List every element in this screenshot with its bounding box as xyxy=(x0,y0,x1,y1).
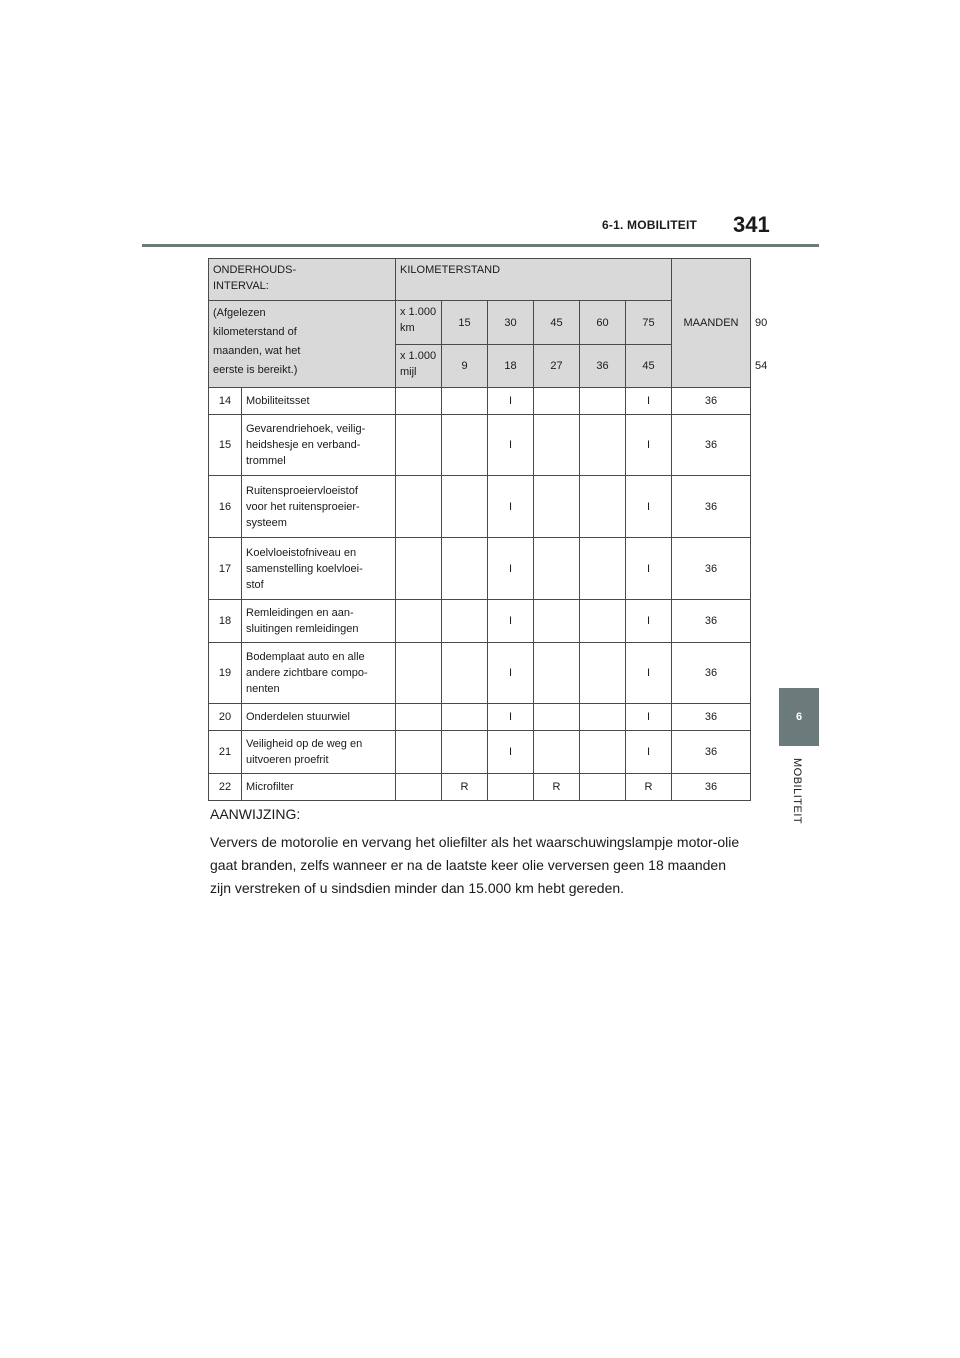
row-item: Mobiliteitsset xyxy=(242,388,396,415)
interval-cell: I xyxy=(488,388,534,415)
header-note: (Afgelezen kilometerstand of maanden, wat het eerste is bereikt.) xyxy=(209,301,396,388)
page-number: 341 xyxy=(733,212,770,237)
chapter-tab[interactable] xyxy=(779,688,819,746)
row-number: 20 xyxy=(209,704,242,731)
interval-cell xyxy=(396,538,442,600)
interval-cell xyxy=(442,704,488,731)
interval-cell xyxy=(442,476,488,538)
table-row xyxy=(209,600,751,643)
chapter-label: MOBILITEIT xyxy=(791,758,803,825)
interval-cell xyxy=(442,538,488,600)
interval-cell: R xyxy=(442,774,488,801)
row-item: Veiligheid op de weg en uitvoeren proefrit xyxy=(242,731,396,774)
row-number: 19 xyxy=(209,643,242,704)
interval-cell: I xyxy=(626,415,672,476)
interval-cell xyxy=(396,731,442,774)
table-row xyxy=(209,731,751,774)
row-item: Gevarendriehoek, veilig- heidshesje en verband- trommel xyxy=(242,415,396,476)
row-number: 15 xyxy=(209,415,242,476)
interval-cell xyxy=(396,600,442,643)
header-interval: ONDERHOUDS- INTERVAL: xyxy=(209,259,396,301)
interval-cell xyxy=(534,731,580,774)
mile-value: 9 xyxy=(442,345,488,388)
row-item: Microfilter xyxy=(242,774,396,801)
interval-cell xyxy=(396,415,442,476)
row-item: Bodemplaat auto en alle andere zichtbare compo- nenten xyxy=(242,643,396,704)
row-number: 14 xyxy=(209,388,242,415)
row-months: 36 xyxy=(672,774,751,801)
maintenance-table xyxy=(208,258,768,801)
table-row xyxy=(209,774,751,801)
row-number: 17 xyxy=(209,538,242,600)
interval-cell: I xyxy=(488,538,534,600)
header-km: KILOMETERSTAND xyxy=(396,259,672,301)
interval-cell xyxy=(442,388,488,415)
section-title: 6-1. MOBILITEIT xyxy=(602,218,698,232)
table-mile-row: x 1.000 mijl 9 18 27 36 45 54 xyxy=(209,345,751,388)
row-months: 36 xyxy=(672,600,751,643)
interval-cell xyxy=(534,600,580,643)
interval-cell: I xyxy=(626,731,672,774)
interval-cell: I xyxy=(488,415,534,476)
table-row xyxy=(209,704,751,731)
interval-cell: I xyxy=(626,538,672,600)
row-months: 36 xyxy=(672,388,751,415)
interval-cell xyxy=(580,415,626,476)
row-months: 36 xyxy=(672,538,751,600)
km-value: 60 xyxy=(580,301,626,345)
mile-value: 45 xyxy=(626,345,672,388)
interval-cell: I xyxy=(488,704,534,731)
mile-unit: x 1.000 mijl xyxy=(396,345,442,388)
mile-value: 27 xyxy=(534,345,580,388)
table-row xyxy=(209,388,751,415)
table-row xyxy=(209,476,751,538)
interval-cell xyxy=(534,388,580,415)
row-months: 36 xyxy=(672,476,751,538)
row-number: 18 xyxy=(209,600,242,643)
interval-cell: I xyxy=(626,476,672,538)
interval-cell xyxy=(396,388,442,415)
interval-cell: I xyxy=(488,600,534,643)
km-unit: x 1.000 km xyxy=(396,301,442,345)
mile-value: 18 xyxy=(488,345,534,388)
interval-cell xyxy=(580,476,626,538)
interval-cell: R xyxy=(534,774,580,801)
interval-cell xyxy=(580,643,626,704)
table-row xyxy=(209,538,751,600)
note-body: Ververs de motorolie en vervang het oliefilter als het waarschuwingslampje motor-olie gaat branden, zelfs wanneer er na de laatste keer olie verversen geen 18 maanden zijn verstreken of u sindsdien minder dan 15.000 km hebt gereden. xyxy=(210,834,740,896)
row-months: 36 xyxy=(672,415,751,476)
row-months: 36 xyxy=(672,704,751,731)
row-item: Onderdelen stuurwiel xyxy=(242,704,396,731)
interval-cell xyxy=(534,643,580,704)
table-header-row xyxy=(209,259,751,301)
interval-cell xyxy=(442,415,488,476)
row-item: Ruitensproeiervloeistof voor het ruitensproeier- systeem xyxy=(242,476,396,538)
interval-cell xyxy=(534,538,580,600)
km-value: 45 xyxy=(534,301,580,345)
mile-value: 36 xyxy=(580,345,626,388)
interval-cell xyxy=(580,774,626,801)
interval-cell xyxy=(534,704,580,731)
interval-cell xyxy=(442,600,488,643)
interval-cell xyxy=(396,476,442,538)
interval-cell xyxy=(580,704,626,731)
note-heading: AANWIJZING: xyxy=(210,806,301,822)
interval-cell xyxy=(396,704,442,731)
table-km-row: (Afgelezen kilometerstand of maanden, wat het eerste is bereikt.) x 1.000 km 15 30 45 60 75 90 xyxy=(209,301,751,345)
interval-cell: I xyxy=(626,704,672,731)
row-number: 21 xyxy=(209,731,242,774)
row-months: 36 xyxy=(672,731,751,774)
header-divider xyxy=(142,244,819,247)
interval-cell xyxy=(534,476,580,538)
interval-cell: I xyxy=(488,643,534,704)
header-months: MAANDEN xyxy=(672,259,751,388)
interval-cell xyxy=(580,731,626,774)
row-months: 36 xyxy=(672,643,751,704)
interval-cell: I xyxy=(626,600,672,643)
interval-cell: I xyxy=(488,731,534,774)
interval-cell xyxy=(580,600,626,643)
interval-cell xyxy=(442,731,488,774)
interval-cell xyxy=(580,538,626,600)
interval-cell: I xyxy=(626,388,672,415)
interval-cell: I xyxy=(626,643,672,704)
interval-cell xyxy=(396,643,442,704)
row-item: Remleidingen en aan- sluitingen remleidingen xyxy=(242,600,396,643)
km-value: 15 xyxy=(442,301,488,345)
row-number: 16 xyxy=(209,476,242,538)
table-row xyxy=(209,643,751,704)
km-value: 75 xyxy=(626,301,672,345)
interval-cell xyxy=(396,774,442,801)
row-item: Koelvloeistofniveau en samenstelling koelvloei- stof xyxy=(242,538,396,600)
interval-cell xyxy=(488,774,534,801)
table-row xyxy=(209,415,751,476)
interval-cell xyxy=(534,415,580,476)
interval-cell xyxy=(442,643,488,704)
km-value: 30 xyxy=(488,301,534,345)
row-number: 22 xyxy=(209,774,242,801)
interval-cell: R xyxy=(626,774,672,801)
chapter-number: 6 xyxy=(795,711,803,723)
interval-cell xyxy=(580,388,626,415)
interval-cell: I xyxy=(488,476,534,538)
